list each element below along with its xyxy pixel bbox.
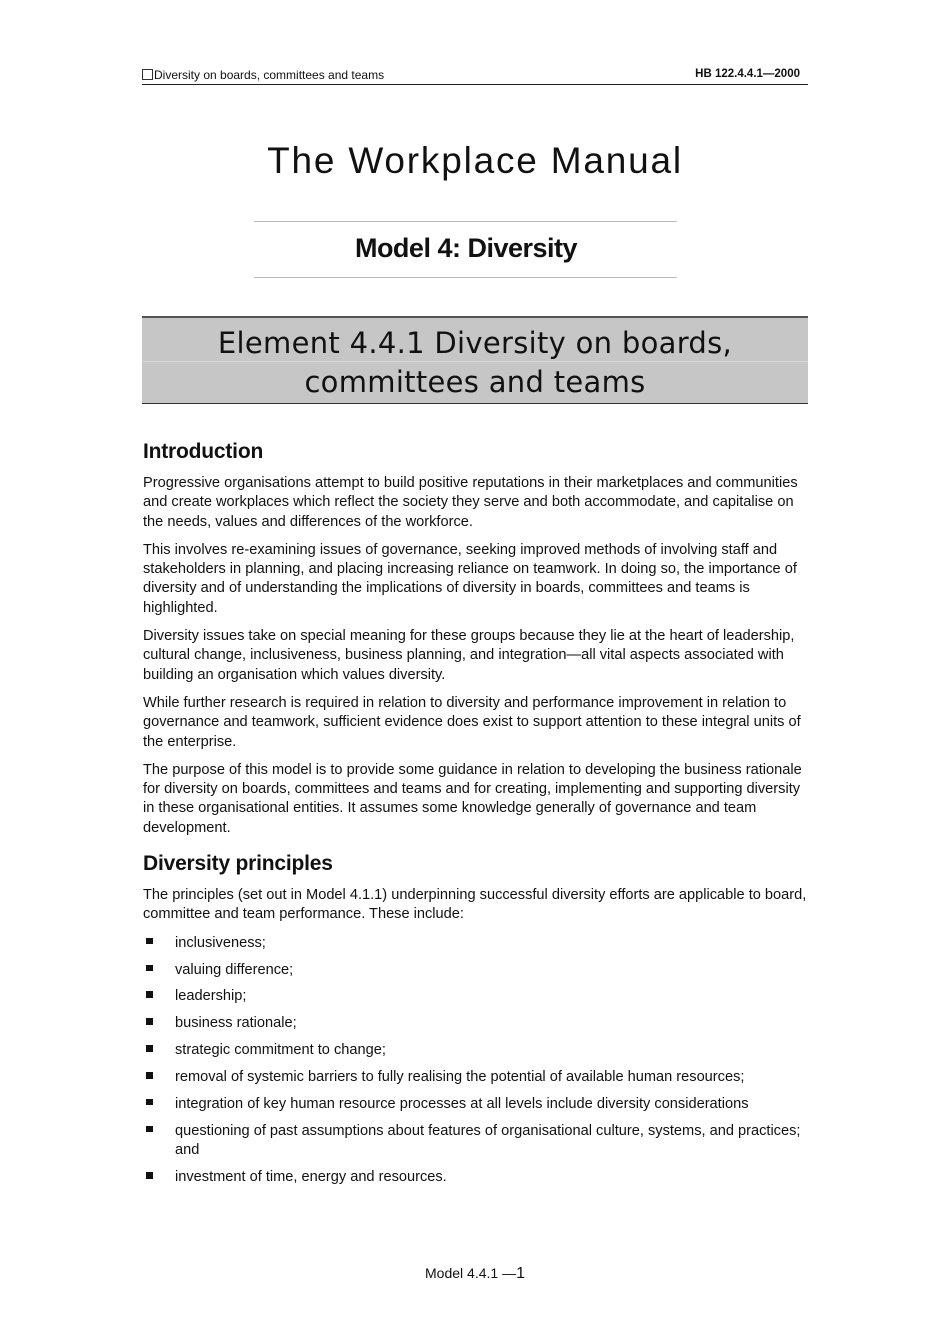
list-item: questioning of past assumptions about features of organisational culture, systems, and practices; and — [143, 1122, 811, 1161]
list-item: valuing difference; — [143, 961, 811, 980]
manual-title: The Workplace Manual — [267, 140, 683, 181]
intro-paragraph: This involves re-examining issues of governance, seeking improved methods of involving staff and stakeholders in planning, and placing increasing reliance on teamwork. In doing so, the importance of diversity and of understanding the implications of diversity in boards, committees and teams is highlighted. — [143, 541, 797, 616]
page-footer — [0, 1265, 950, 1283]
list-item: investment of time, energy and resources. — [143, 1168, 811, 1187]
running-header — [142, 66, 808, 85]
square-bullet-icon — [146, 965, 153, 972]
intro-paragraph: While further research is required in relation to diversity and performance improvement in relation to governance and teamwork, sufficient evidence does exist to support attention to these integral units of the enterprise. — [143, 694, 801, 750]
footer-label: Model 4.4.1 — — [425, 1265, 517, 1281]
list-item: business rationale; — [143, 1014, 811, 1033]
square-bullet-icon — [146, 1072, 153, 1079]
square-bullet-icon — [146, 1126, 153, 1133]
square-bullet-icon — [146, 938, 153, 945]
page-number: 1 — [516, 1265, 525, 1282]
title-rule-bottom — [254, 277, 677, 278]
intro-paragraph: Diversity issues take on special meaning for these groups because they lie at the heart of leadership, cultural change, inclusiveness, business planning, and integration—all vital aspects associated with building an organisation which values diversity. — [143, 628, 795, 683]
square-bullet-icon — [146, 1045, 153, 1052]
introduction-heading: Introduction — [143, 440, 264, 463]
element-title-banner — [142, 316, 808, 404]
body-content — [143, 440, 811, 1195]
square-bullet-icon — [146, 1018, 153, 1025]
principles-list — [143, 934, 811, 1188]
square-bullet-icon — [146, 991, 153, 998]
element-title-line-2: committees and teams — [304, 365, 646, 399]
intro-paragraph: Progressive organisations attempt to build positive reputations in their marketplaces and communities and create workplaces which reflect the society they serve and both accommodate, and capitalise on the needs, values and differences of the workforce. — [143, 475, 798, 530]
square-bullet-icon — [146, 1099, 153, 1106]
running-title — [142, 68, 384, 82]
document-code: HB 122.4.4.1—2000 — [695, 68, 800, 80]
model-title: Model 4: Diversity — [354, 233, 578, 263]
list-item: inclusiveness; — [143, 934, 811, 953]
checkbox-glyph-icon — [142, 69, 153, 80]
title-rule-top — [254, 221, 677, 222]
running-title-text: Diversity on boards, committees and teams — [154, 68, 385, 82]
intro-paragraph: The purpose of this model is to provide some guidance in relation to developing the business rationale for diversity on boards, committees and teams and for creating, implementing and supporting diversity in these organisational entities. It assumes some knowledge generally of governance and team development. — [143, 761, 802, 836]
principles-intro: The principles (set out in Model 4.1.1) underpinning successful diversity efforts are applicable to board, committee and team performance. These include: — [143, 887, 807, 923]
list-item: integration of key human resource processes at all levels include diversity considerations — [143, 1095, 811, 1114]
square-bullet-icon — [146, 1172, 153, 1179]
principles-heading: Diversity principles — [143, 852, 333, 876]
list-item: leadership; — [143, 987, 811, 1006]
element-title-line-1: Element 4.4.1 Diversity on boards, — [142, 323, 808, 362]
list-item: strategic commitment to change; — [143, 1041, 811, 1060]
list-item: removal of systemic barriers to fully realising the potential of available human resources; — [143, 1068, 811, 1087]
